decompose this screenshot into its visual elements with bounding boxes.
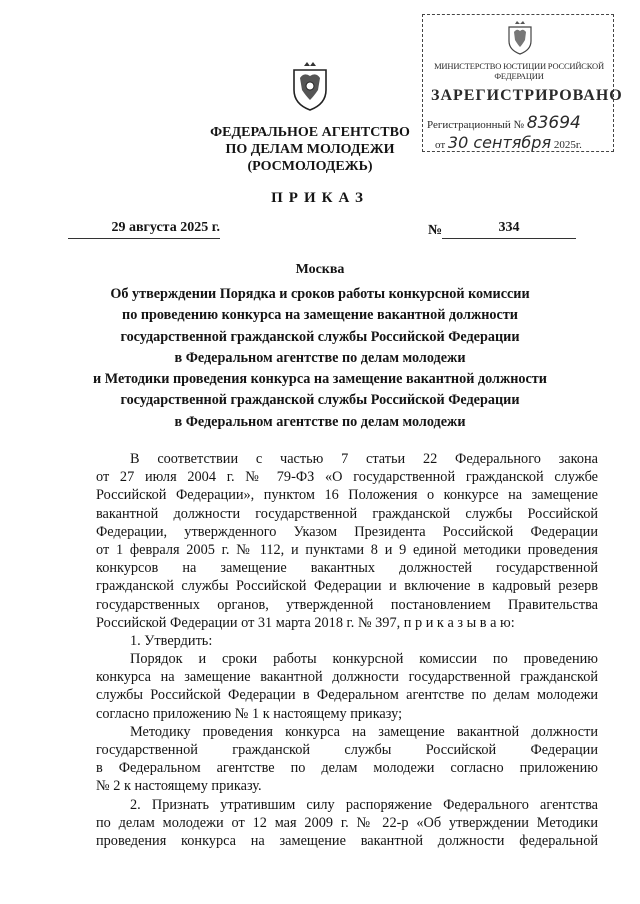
stamp-emblem-icon bbox=[506, 19, 534, 55]
body-line: 2. Признать утратившим силу распоряжение Федерального агентства bbox=[130, 796, 598, 813]
subject-line: государственной гражданской службы Российской Федерации bbox=[120, 392, 520, 409]
stamp-date-prefix: от bbox=[435, 139, 446, 151]
body-line: Методику проведения конкурса на замещение вакантной должности bbox=[130, 723, 598, 740]
body-line: государственной гражданской службы Российской Федерации bbox=[96, 742, 598, 758]
stamp-date-suffix: г. bbox=[575, 139, 582, 151]
subject-line: по проведению конкурса на замещение вакантной должности bbox=[122, 307, 518, 324]
agency-name-line-2: ПО ДЕЛАМ МОЛОДЕЖИ bbox=[225, 142, 395, 157]
agency-name-line-3: (РОСМОЛОДЕЖЬ) bbox=[247, 159, 373, 174]
body-line: по делам молодежи от 12 мая 2009 г. № 22-р «Об утверждении Методики bbox=[96, 814, 598, 831]
stamp-date-handwritten: 30 сентября bbox=[447, 133, 552, 152]
body-line: 1. Утвердить: bbox=[130, 632, 213, 649]
body-line: Российской Федерации», пунктом 16 Положения о конкурсе на замещение bbox=[96, 487, 598, 504]
subject-line: государственной гражданской службы Российской Федерации bbox=[120, 328, 520, 345]
body-line: № 2 к настоящему приказу. bbox=[96, 778, 262, 795]
body-line: проведения конкурса на замещение вакантной должности федеральной bbox=[96, 832, 598, 849]
body-line: вакантной должности государственной гражданской службы Российской bbox=[96, 505, 598, 522]
subject-line: в Федеральном агентстве по делам молодежи bbox=[174, 413, 466, 430]
body-line: службы Российской Федерации в Федеральном агентстве по делам молодежи bbox=[96, 687, 598, 704]
stamp-date-year: 2025 bbox=[553, 139, 576, 151]
city: Москва bbox=[295, 262, 345, 277]
body-line: Порядок и сроки работы конкурсной комиссии по проведению bbox=[130, 651, 598, 668]
body-line: от 27 июля 2004 г. № 79-ФЗ «О государственной гражданской службе bbox=[96, 469, 598, 486]
order-date: 29 августа 2025 г. bbox=[68, 220, 220, 239]
order-number: 334 bbox=[442, 220, 576, 239]
order-title: ПРИКАЗ bbox=[271, 190, 369, 206]
body-line: в Федеральном агентстве по делам молодежи согласно приложению bbox=[96, 760, 598, 777]
body-line: от 1 февраля 2005 г. № 112, и пунктами 8 и 9 единой методики проведения bbox=[96, 541, 598, 558]
coat-of-arms-emblem-icon bbox=[290, 60, 330, 112]
body-line: государственных органов, утвержденной постановлением Правительства bbox=[96, 596, 598, 613]
body-line: Федерации, утвержденного Указом Президента Российской Федерации bbox=[96, 523, 598, 540]
subject-line: Об утверждении Порядка и сроков работы конкурсной комиссии bbox=[110, 286, 530, 302]
order-body bbox=[96, 450, 598, 850]
stamp-ministry-text: МИНИСТЕРСТВО ЮСТИЦИИ РОССИЙСКОЙ ФЕДЕРАЦИИ bbox=[434, 61, 604, 81]
subject-line: в Федеральном агентстве по делам молодежи bbox=[174, 349, 466, 366]
body-line: конкурсов на замещение вакантных должностей государственной bbox=[96, 560, 598, 577]
body-line: В соответствии с частью 7 статьи 22 Федерального закона bbox=[130, 451, 598, 467]
body-line: Российской Федерации от 31 марта 2018 г. № 397, п р и к а з ы в а ю: bbox=[96, 614, 515, 631]
order-subject bbox=[82, 284, 558, 433]
agency-name-line-1: ФЕДЕРАЛЬНОЕ АГЕНТСТВО bbox=[210, 125, 410, 140]
body-line: конкурса на замещение вакантной должности государственной гражданской bbox=[96, 669, 598, 686]
subject-line: и Методики проведения конкурса на замещение вакантной должности bbox=[93, 371, 547, 388]
body-line: гражданской службы Российской Федерации и включение в кадровый резерв bbox=[96, 578, 598, 595]
stamp-registered-text: ЗАРЕГИСТРИРОВАНО bbox=[431, 87, 623, 104]
stamp-reg-label: Регистрационный № bbox=[427, 119, 525, 131]
stamp-reg-number: 83694 bbox=[526, 113, 581, 133]
order-number-label: № bbox=[428, 223, 443, 238]
body-line: согласно приложению № 1 к настоящему приказу; bbox=[96, 705, 403, 722]
